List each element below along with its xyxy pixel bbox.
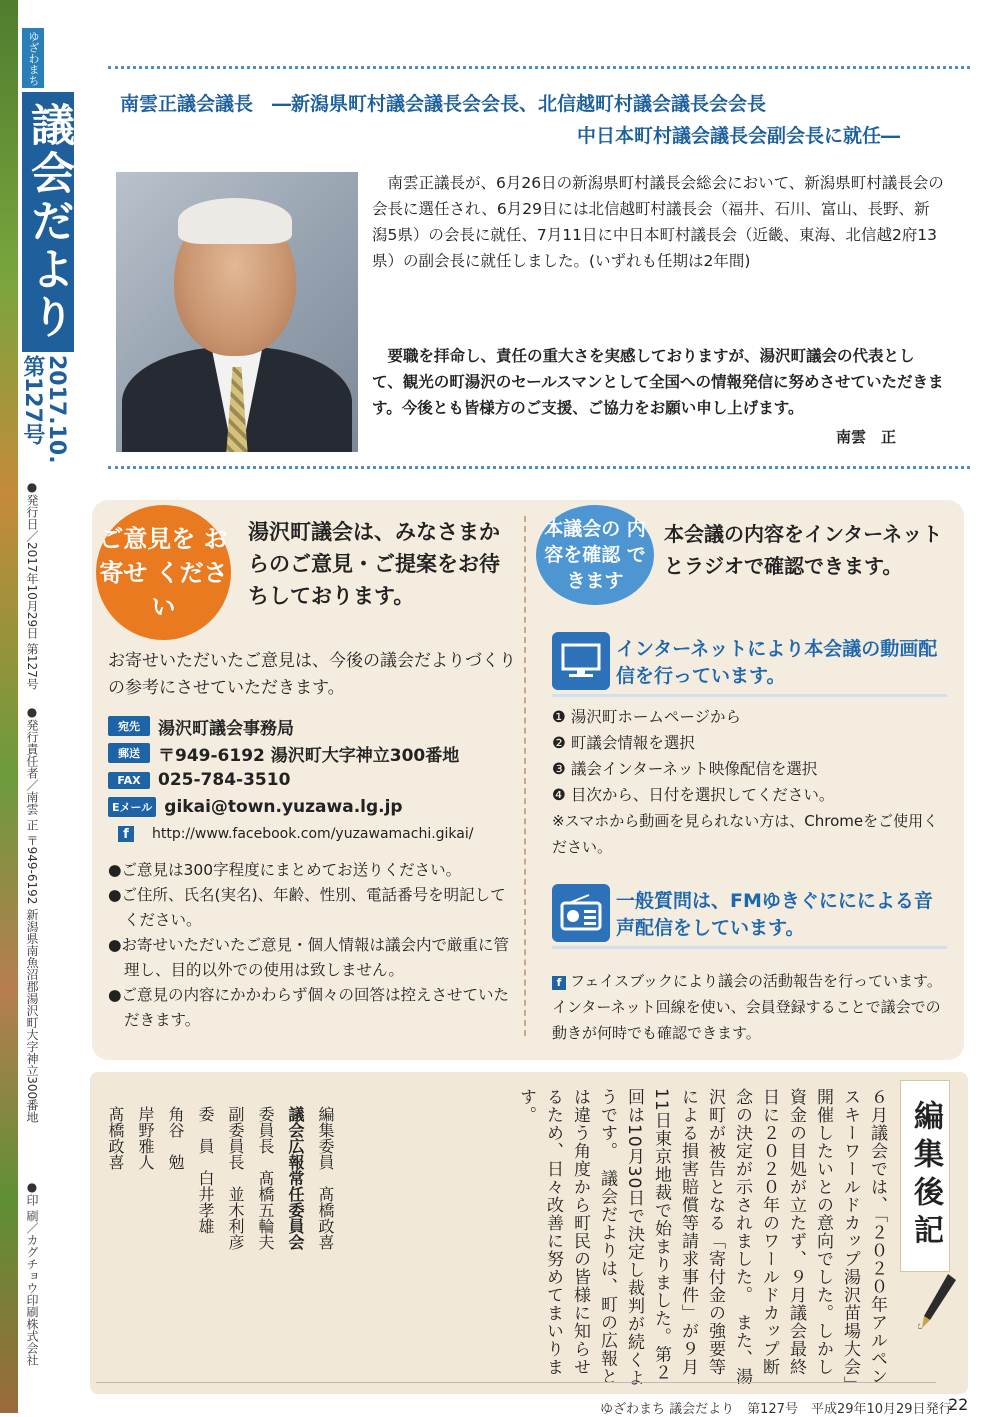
radio-icon bbox=[552, 884, 610, 942]
smartphone-note: ※スマホから動画を見られない方は、Chromeをご使用ください。 bbox=[552, 812, 939, 856]
radio-heading: 一般質問は、FMゆきぐににによる音声配信をしています。 bbox=[616, 890, 933, 939]
series-label: ゆざわまち bbox=[22, 28, 44, 88]
editor-name: 編集委員 髙橋政喜 bbox=[316, 1106, 335, 1250]
committee-member: 角谷 勉 bbox=[166, 1106, 185, 1170]
committee-title: 議会広報常任委員会 bbox=[286, 1106, 305, 1250]
recipient-tag: 宛先 bbox=[108, 716, 150, 736]
newsletter-title: 議会だより bbox=[22, 92, 74, 352]
facebook-icon: f bbox=[118, 826, 134, 842]
step-item: ❶ 湯沢町ホームページから bbox=[552, 708, 742, 726]
committee-list bbox=[100, 1106, 340, 1386]
radio-underline bbox=[552, 946, 947, 949]
article-body: 南雲正議長が、6月26日の新潟県町村議長会総会において、新潟県町村議長会の会長に選任され、6月29日には北信越町村議長会（福井、石川、富山、長野、新潟5県）の会長に就任、7月11日に中日本町村議長会（近畿、東海、北信越2府13県）の副会長に就任しました。(いずれも任期は2年間) bbox=[372, 174, 944, 270]
step-item: ❷ 町議会情報を選択 bbox=[552, 734, 695, 752]
bottom-divider bbox=[108, 466, 970, 469]
committee-member: 副委員長 並木利彦 bbox=[226, 1106, 245, 1250]
article-signature: 南雲 正 bbox=[836, 428, 897, 446]
email-tag: Eメール bbox=[108, 797, 156, 817]
publisher-info: ●発行責任者／南雲 正 〒949-6192 新潟県南魚沼郡湯沢町大字神立300番地 bbox=[25, 705, 39, 1124]
committee-member: 委 員 白井孝雄 bbox=[196, 1106, 215, 1234]
contact-recipient bbox=[108, 714, 294, 738]
internet-badge: 本議会の 内容を確認 できます bbox=[536, 505, 654, 605]
top-divider bbox=[108, 66, 970, 69]
guideline-item: ●ご意見の内容にかかわらず個々の回答は控えさせていただきます。 bbox=[108, 986, 510, 1029]
monitor-icon bbox=[552, 632, 610, 690]
facebook-icon: f bbox=[552, 976, 566, 990]
facebook-link[interactable]: http://www.facebook.com/yuzawamachi.gikai/ bbox=[152, 826, 474, 842]
printer-info: ●印 刷／カグチョウ印刷株式会社 bbox=[25, 1180, 39, 1366]
internet-heading: 本会議の内容をインターネットとラジオで確認できます。 bbox=[664, 522, 943, 578]
step-item: ❸ 議会インターネット映像配信を選択 bbox=[552, 760, 818, 778]
issue-date-value: 2017.10. bbox=[44, 355, 69, 464]
email-link[interactable]: gikai@town.yuzawa.lg.jp bbox=[164, 797, 403, 817]
contact-mail bbox=[108, 741, 459, 765]
article-heading bbox=[120, 88, 900, 152]
opinion-heading: 湯沢町議会は、みなさまからのご意見・ご提案をお待ちしております。 bbox=[248, 520, 500, 608]
committee-member: 髙橋政喜 bbox=[106, 1106, 125, 1170]
article-heading-line1: 南雲正議会議長 ―新潟県町村議会議長会会長、北信越町村議会議長会会長 bbox=[120, 93, 767, 115]
video-underline bbox=[552, 694, 947, 697]
chairman-photo bbox=[116, 172, 358, 452]
guideline-item: ●ご意見は300字程度にまとめてお送りください。 bbox=[108, 861, 462, 879]
editorial-body: ６月議会では、「２０２０年アルペンスキーワールドカップ湯沢苗場大会」開催したいとの意向でした。しかし資金の目処が立たず、９月議会最終日に２０２０年のワールドカップ断念の決定が示されました。 また、湯沢町が被告となる「寄付金の強要等による損害賠償等請求事件」が９月11日東京地裁で始まりました。第２回は10月30日で決定し裁判が続くようです。 議会だよりは、町の広報とは違う角度から町民の皆様に知らせるため、日々改善に努めてまいります。 bbox=[516, 1088, 887, 1388]
opinion-intro: お寄せいただいたご意見は、今後の議会だよりづくりの参考にさせていただきます。 bbox=[108, 651, 516, 698]
facebook-note bbox=[552, 968, 952, 1046]
footer-rule bbox=[96, 1382, 936, 1383]
article-statement: 要職を拝命し、責任の重大さを実感しておりますが、湯沢町議会の代表として、観光の町湯沢のセールスマンとして全国への情報発信に努めさせていただきます。今後とも皆様方のご支援、ご協力をお願い申し上げます。 bbox=[372, 347, 944, 417]
issue-number: 第127号 bbox=[19, 355, 45, 445]
committee-member: 委員長 髙橋五輪夫 bbox=[256, 1106, 275, 1250]
video-heading: インターネットにより本会議の動画配信を行っています。 bbox=[616, 638, 938, 687]
video-steps bbox=[552, 704, 952, 808]
editorial-title: 編集後記 bbox=[900, 1080, 950, 1272]
opinion-guidelines bbox=[108, 858, 520, 1033]
guideline-item: ●ご住所、氏名(実名)、年齢、性別、電話番号を明記してください。 bbox=[108, 886, 506, 929]
opinion-badge: ご意見を お寄せ ください bbox=[96, 505, 231, 640]
article-heading-line2: 中日本町村議会議長会副会長に就任― bbox=[576, 125, 900, 147]
step-item: ❹ 目次から、日付を選択してください。 bbox=[552, 786, 835, 804]
mail-value: 〒949-6192 湯沢町大字神立300番地 bbox=[158, 745, 460, 766]
pen-icon bbox=[918, 1272, 958, 1332]
mail-tag: 郵送 bbox=[108, 743, 150, 763]
contact-email bbox=[108, 795, 403, 819]
issued-info: ●発行日／2017年10月29日 第127号 bbox=[25, 480, 39, 690]
panel-divider bbox=[524, 516, 526, 1036]
recipient-value: 湯沢町議会事務局 bbox=[158, 718, 294, 739]
page-number: 22 bbox=[948, 1395, 969, 1414]
issue-date bbox=[19, 355, 69, 465]
committee-member: 岸野雅人 bbox=[136, 1106, 155, 1170]
contact-facebook bbox=[108, 822, 473, 846]
fax-tag: FAX bbox=[108, 772, 150, 789]
guideline-item: ●お寄せいただいたご意見・個人情報は議会内で厳重に管理し、目的以外での使用は致しません。 bbox=[108, 936, 510, 979]
facebook-note-text: フェイスブックにより議会の活動報告を行っています。インターネット回線を使い、会員登録することで議会での動きが何時でも確認できます。 bbox=[552, 972, 942, 1042]
footer-text: ゆざわまち 議会だより 第127号 平成29年10月29日発行 bbox=[600, 1402, 952, 1417]
fax-value: 025-784-3510 bbox=[158, 770, 291, 790]
contact-fax bbox=[108, 768, 290, 792]
